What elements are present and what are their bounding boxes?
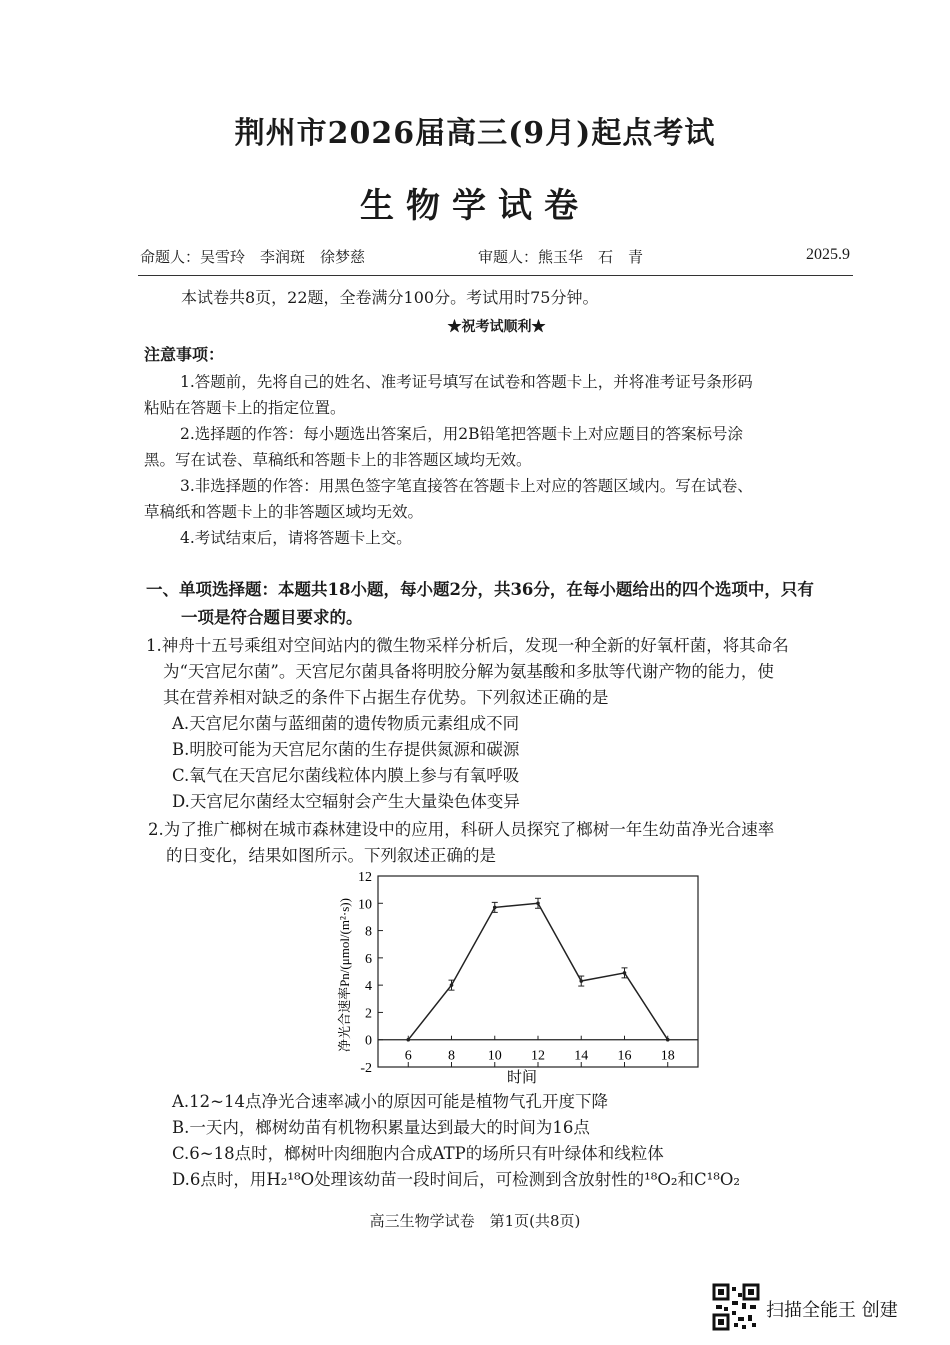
notice-line: 粘贴在答题卡上的指定位置。 (144, 399, 346, 417)
x-tick-label: 8 (448, 1048, 456, 1064)
q1-stem-line: 其在营养相对缺乏的条件下占据生存优势。下列叙述正确的是 (163, 688, 609, 707)
data-point (450, 983, 454, 987)
notice-line: 2.选择题的作答：每小题选出答案后，用2B铅笔把答题卡上对应题目的答案标号涂 (180, 425, 744, 443)
data-point (623, 971, 627, 975)
q2-option-c: C.6~18点时，榔树叶肉细胞内合成ATP的场所只有叶绿体和线粒体 (172, 1144, 664, 1163)
exam-wish: ★祝考试顺利★ (447, 319, 546, 335)
y-tick-label: 0 (365, 1033, 372, 1049)
q2-option-a: A.12~14点净光合速率减小的原因可能是植物气孔开度下降 (172, 1092, 608, 1111)
exam-title: 荆州市2026届高三(9月)起点考试 (234, 116, 716, 151)
data-point (536, 901, 540, 905)
chart-frame (378, 876, 698, 1067)
y-tick-label: 10 (358, 897, 372, 913)
y-tick-label: 8 (365, 924, 372, 940)
exam-subtitle: 生物学试卷 (360, 186, 590, 226)
notice-line: 3.非选择题的作答：用黑色签字笔直接答在答题卡上对应的答题区域内。写在试卷、 (180, 477, 753, 495)
chart-ylabel: 净光合速率Pn/(μmol/(m²·s)) (337, 898, 352, 1052)
q1-stem-line: 为“天宫尼尔菌”。天宫尼尔菌具备将明胶分解为氨基酸和多肽等代谢产物的能力，使 (163, 662, 774, 681)
data-point (493, 906, 497, 910)
q1-option-d: D.天宫尼尔菌经太空辐射会产生大量染色体变异 (172, 792, 520, 811)
notice-line: 4.考试结束后，请将答题卡上交。 (180, 529, 412, 547)
notice-line: 1.答题前，先将自己的姓名、准考证号填写在试卷和答题卡上，并将准考证号条形码 (180, 373, 753, 391)
q2-option-b: B.一天内，榔树幼苗有机物积累量达到最大的时间为16点 (172, 1118, 590, 1137)
exam-summary: 本试卷共8页，22题，全卷满分100分。考试用时75分钟。 (181, 288, 599, 307)
q1-option-b: B.明胶可能为天宫尼尔菌的生存提供氮源和碳源 (172, 740, 520, 759)
y-tick-label: 4 (365, 979, 372, 995)
notice-title: 注意事项： (144, 345, 225, 364)
authors: 命题人：吴雪玲 李润斑 徐梦慈 (140, 248, 366, 266)
y-tick-label: -2 (360, 1061, 372, 1076)
x-tick-label: 14 (574, 1048, 589, 1064)
x-tick-label: 12 (531, 1048, 545, 1064)
x-tick-label: 18 (660, 1048, 675, 1064)
q1-option-a: A.天宫尼尔菌与蓝细菌的遗传物质元素组成不同 (172, 714, 520, 733)
header-divider (138, 275, 853, 276)
q2-stem-line: 的日变化，结果如图所示。下列叙述正确的是 (166, 846, 496, 865)
q1-option-c: C.氧气在天宫尼尔菌线粒体内膜上参与有氧呼吸 (172, 766, 520, 785)
reviewers: 审题人：熊玉华 石 青 (478, 248, 644, 266)
data-point (666, 1038, 670, 1042)
q2-option-d: D.6点时，用H₂¹⁸O处理该幼苗一段时间后，可检测到含放射性的¹⁸O₂和C¹⁸O₂ (172, 1170, 741, 1189)
x-tick-label: 6 (404, 1048, 412, 1064)
x-tick-label: 10 (487, 1048, 502, 1064)
scanner-watermark: 扫描全能王 创建 (766, 1300, 898, 1321)
q2-stem-line: 2.为了推广榔树在城市森林建设中的应用，科研人员探究了榔树一年生幼苗净光合速率 (148, 820, 775, 839)
q1-stem-line: 1.神舟十五号乘组对空间站内的微生物采样分析后，发现一种全新的好氧杆菌，将其命名 (146, 636, 789, 655)
notice-line: 黑。写在试卷、草稿纸和答题卡上的非答题区域均无效。 (144, 451, 532, 469)
page-footer: 高三生物学试卷 第1页(共8页) (369, 1212, 581, 1230)
exam-date: 2025.9 (806, 246, 850, 263)
section-heading: 一、单项选择题：本题共18小题，每小题2分，共36分，在每小题给出的四个选项中，只有 (146, 580, 814, 599)
y-tick-label: 6 (365, 951, 372, 967)
y-tick-label: 2 (365, 1006, 372, 1022)
qr-code-icon (712, 1283, 760, 1331)
section-heading-cont: 一项是符合题目要求的。 (181, 608, 363, 627)
chart-xlabel: 时间 (506, 1070, 538, 1086)
series-line (408, 903, 667, 1039)
data-point (406, 1038, 410, 1042)
data-point (579, 979, 583, 983)
notice-line: 草稿纸和答题卡上的非答题区域均无效。 (144, 503, 424, 521)
y-tick-label: 12 (358, 870, 372, 885)
x-tick-label: 16 (617, 1048, 632, 1064)
